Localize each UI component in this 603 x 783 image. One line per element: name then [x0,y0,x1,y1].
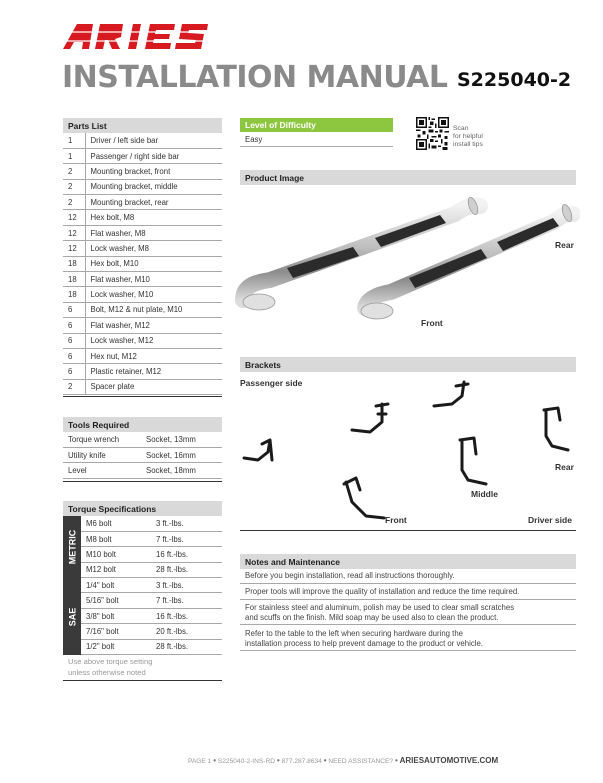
table-cell: Lock washer, M8 [85,241,222,256]
qr-caption: Scan for helpful install tips [453,125,483,148]
table-cell: 12 [63,241,85,256]
table-row [63,318,222,333]
table-cell: Socket, 16mm [141,447,222,462]
table-cell: 18 [63,256,85,271]
driver-side-label: Driver side [528,515,572,525]
metric-label: METRIC [63,516,81,578]
bracket-driver-rear [544,408,568,450]
table-cell: 6 [63,318,85,333]
table-cell: M8 bolt [81,531,151,546]
table-cell: 7/16" bolt [81,624,151,639]
table-cell: M10 bolt [81,547,151,562]
table-cell: 18 [63,287,85,302]
bracket-middle-label: Middle [471,489,498,499]
bracket-passenger-middle [352,404,388,432]
table-row [63,195,222,210]
divider [240,530,576,531]
table-cell: Socket, 18mm [141,463,222,478]
table-row [81,547,222,562]
torque-specifications-heading: Torque Specifications [63,501,222,516]
parts-list-heading: Parts List [63,118,222,133]
table-row [63,164,222,179]
table-row [63,364,222,379]
table-cell: Lock washer, M10 [85,287,222,302]
table-cell: Plastic retainer, M12 [85,364,222,379]
table-cell: 18 [63,272,85,287]
qr-code-icon[interactable] [416,117,449,150]
table-cell: 7 ft.-lbs. [151,593,222,608]
table-row [63,302,222,317]
table-row [63,333,222,348]
table-cell: Passenger / right side bar [85,148,222,163]
table-cell: 3 ft.-lbs. [151,578,222,593]
divider [63,481,222,482]
table-cell: 3/8" bolt [81,608,151,623]
table-row [63,179,222,194]
table-row [81,562,222,577]
table-cell: M6 bolt [81,516,151,531]
table-cell: Lock washer, M12 [85,333,222,348]
table-cell: Mounting bracket, rear [85,195,222,210]
table-cell: Mounting bracket, middle [85,179,222,194]
table-row [63,148,222,163]
divider [63,396,222,397]
table-cell: Flat washer, M12 [85,318,222,333]
torque-note: Use above torque setting unless otherwise noted [68,657,153,677]
brackets-diagram [240,374,580,534]
bracket-passenger-front [244,440,272,460]
divider [63,680,222,681]
table-cell: 3 ft.-lbs. [151,516,222,531]
note-item: Refer to the table to the left when securing hardware during the installation process to help prevent damage to the product or vehicle. [240,629,576,651]
table-cell: 2 [63,164,85,179]
table-row [63,241,222,256]
part-number: S225040-2 [457,69,572,91]
table-cell: Flat washer, M10 [85,272,222,287]
table-cell: 7 ft.-lbs. [151,531,222,546]
table-cell: 1 [63,148,85,163]
table-row [63,348,222,363]
product-image-heading: Product Image [240,170,576,185]
side-bar-product-image [235,190,580,330]
table-cell: 6 [63,302,85,317]
torque-table [81,516,222,655]
table-row [63,432,222,447]
table-cell: 2 [63,379,85,394]
table-cell: M12 bolt [81,562,151,577]
note-item: For stainless steel and aluminum, polish may be used to clear small scratches and scuffs on the finish. Mild soap may be used also to clean the product. [240,603,576,625]
difficulty-heading: Level of Difficulty [240,118,393,132]
aries-logo [63,22,208,50]
table-cell: Utility knife [63,447,141,462]
table-cell: 5/16" bolt [81,593,151,608]
table-cell: Hex nut, M12 [85,348,222,363]
note-item: Before you begin installation, read all instructions thoroughly. [240,571,576,584]
tools-required-heading: Tools Required [63,417,222,432]
table-cell: Driver / left side bar [85,133,222,148]
table-row [81,578,222,593]
table-row [63,210,222,225]
table-row [81,531,222,546]
table-cell: 20 ft.-lbs. [151,624,222,639]
table-cell: 2 [63,179,85,194]
note-item: Proper tools will improve the quality of installation and reduce the time required. [240,587,576,600]
table-cell: 28 ft.-lbs. [151,562,222,577]
table-cell: 16 ft.-lbs. [151,608,222,623]
brackets-heading: Brackets [240,357,576,372]
difficulty-value: Easy [240,132,393,147]
table-row [63,225,222,240]
table-cell: 1/4" bolt [81,578,151,593]
table-cell: Socket, 13mm [141,432,222,447]
sae-label: SAE [63,578,81,655]
bracket-passenger-rear [434,382,468,406]
table-row [63,272,222,287]
bracket-driver-middle [460,438,486,484]
table-row [81,639,222,654]
table-cell: 6 [63,348,85,363]
passenger-side-label: Passenger side [240,378,303,388]
bracket-rear-label: Rear [555,462,574,472]
table-row [63,379,222,394]
table-cell: 2 [63,195,85,210]
table-row [81,516,222,531]
table-cell: 16 ft.-lbs. [151,547,222,562]
table-cell: Bolt, M12 & nut plate, M10 [85,302,222,317]
table-cell: 1 [63,133,85,148]
table-cell: 1/2" bolt [81,639,151,654]
table-cell: Hex bolt, M8 [85,210,222,225]
table-cell: Torque wrench [63,432,141,447]
table-row [81,624,222,639]
page-footer: PAGE 1 • S225040-2-INS-RD • 877.287.8634 • NEED ASSISTANCE? • ARIESAUTOMOTIVE.COM [188,756,499,765]
tools-required-table [63,432,222,479]
table-cell: 12 [63,225,85,240]
table-cell: Mounting bracket, front [85,164,222,179]
table-cell: 12 [63,210,85,225]
website-link[interactable]: ARIESAUTOMOTIVE.COM [399,756,499,765]
table-row [63,256,222,271]
table-row [63,133,222,148]
table-cell: Flat washer, M8 [85,225,222,240]
table-row [63,447,222,462]
table-cell: Spacer plate [85,379,222,394]
document-title: INSTALLATION MANUAL [62,60,448,95]
notes-heading: Notes and Maintenance [240,554,576,569]
table-row [63,287,222,302]
rear-label: Rear [555,240,574,250]
table-cell: 6 [63,364,85,379]
table-cell: Hex bolt, M10 [85,256,222,271]
table-row [63,463,222,478]
table-row [81,593,222,608]
table-cell: 28 ft.-lbs. [151,639,222,654]
table-cell: 6 [63,333,85,348]
table-cell: Level [63,463,141,478]
bracket-front-label: Front [385,515,407,525]
parts-list-table [63,133,222,395]
bracket-driver-front [344,478,384,518]
front-label: Front [421,318,443,328]
table-row [81,608,222,623]
